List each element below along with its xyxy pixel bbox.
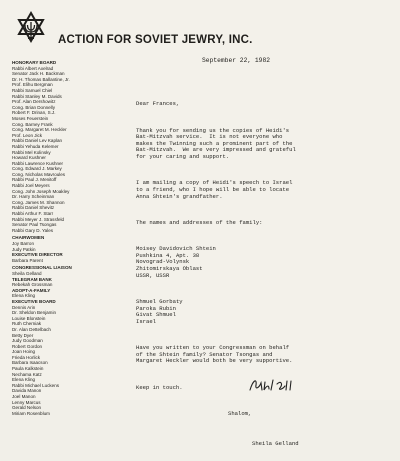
roster-name: Rebekah Grossman bbox=[12, 282, 53, 288]
roster-name: Prof. Alan Dershowitz bbox=[12, 99, 56, 105]
roster-heading: CHAIRWOMEN bbox=[12, 235, 45, 241]
roster-name: Robert F. Drinan, S.J. bbox=[12, 110, 56, 116]
roster-name: Howard Kushner bbox=[12, 155, 46, 161]
roster-name: Rabbi Daniel Lev Kaplan bbox=[12, 138, 63, 144]
roster-heading: EXECUTIVE DIRECTOR bbox=[12, 252, 63, 258]
roster-name: Frieda Horlick bbox=[12, 354, 41, 360]
roster-name: Rabbi Meyer J. Strassfeld bbox=[12, 216, 65, 222]
roster-name: Robert Gordon bbox=[12, 343, 43, 349]
address-israel: Shmuel Gorbaty Paroka Rubin Givat Shmuel Israel bbox=[136, 298, 183, 325]
roster-name: Elena Kling bbox=[12, 293, 36, 299]
signer-name: Sheila Gelland bbox=[252, 439, 299, 447]
roster-name: Elena Kling bbox=[12, 377, 36, 383]
roster-name: Dr. Harry Scheinman bbox=[12, 194, 55, 200]
roster-name: Judy Goodman bbox=[12, 338, 43, 344]
roster-name: Rabbi Daniel Shevitz bbox=[12, 205, 55, 211]
address-ussr: Moisey Davidovich Shtein Pushkina 4, Apt. 38 Novograd-Volynsk Zhitomirskaya Oblast USSR, USSR bbox=[136, 245, 216, 279]
roster-name: Joan Hoing bbox=[12, 349, 36, 355]
roster-name: Cong. Brian Donnelly bbox=[12, 104, 55, 110]
roster-name: Davida Manon bbox=[12, 388, 42, 394]
roster-name: Louise Blonstein bbox=[12, 315, 46, 321]
roster-name: Barbara Parent bbox=[12, 257, 43, 263]
roster-name: Ruth Cherniak bbox=[12, 321, 42, 327]
closing: Shalom, bbox=[228, 410, 252, 418]
roster-name: Dennis Arin bbox=[12, 304, 36, 310]
roster-name: Dr. Sheldon Benjamin bbox=[12, 310, 56, 316]
roster-name: Rabbi Joel Meyers bbox=[12, 183, 50, 189]
roster-name: Rabbi Michael Luckens bbox=[12, 382, 60, 388]
roster-name: Rabbi Albert Axelrad bbox=[12, 65, 54, 71]
paragraph-keep-in-touch: Keep in touch. bbox=[136, 383, 183, 391]
letter-date: September 22, 1982 bbox=[202, 57, 271, 64]
roster-name: Cong. John Joseph Moakley bbox=[12, 188, 70, 194]
roster-name: Barbara Isaacson bbox=[12, 360, 48, 366]
roster-name: Miriam Rosenblum bbox=[12, 410, 50, 416]
roster-name: Rabbi Arthur F. Starr bbox=[12, 211, 54, 217]
roster-name: Lenny Marcus bbox=[12, 399, 41, 405]
roster-name: Rabbi Gary D. Yales bbox=[12, 227, 54, 233]
roster-heading: ADOPT-A-FAMILY bbox=[12, 287, 51, 293]
salutation: Dear Frances, bbox=[136, 100, 180, 108]
roster-name: Senator Paul Tsongas bbox=[12, 222, 57, 228]
roster-name: Nechama Katz bbox=[12, 371, 42, 377]
roster-name: Judy Patkin bbox=[12, 246, 36, 252]
letter-body bbox=[136, 88, 398, 461]
handwritten-signature bbox=[247, 376, 297, 394]
board-roster bbox=[12, 60, 124, 416]
roster-name: Rabbi Mel Kolinsky bbox=[12, 149, 51, 155]
roster-heading: HONORARY BOARD bbox=[12, 60, 57, 65]
roster-name: Rabbi Lawrence Kushner bbox=[12, 160, 64, 166]
roster-heading: TELEGRAM BANK bbox=[12, 276, 52, 282]
roster-name: Betty Dyer bbox=[12, 332, 34, 338]
roster-name: Cong. Barney Frank bbox=[12, 121, 53, 127]
roster-name: Dr. Alan Dettelbach bbox=[12, 326, 51, 332]
roster-name: Rabbi Samuel Chiel bbox=[12, 87, 53, 93]
paragraph-congressman: Have you written to your Congressman on behalf of the Shtein family? Senator Tsongas and Margaret Heckler would both be very supportive. bbox=[136, 344, 293, 365]
roster-name: Moses Feuerstein bbox=[12, 115, 49, 121]
roster-name: Rabbi Stanley M. Davids bbox=[12, 93, 62, 99]
roster-name: Sheila Gelland bbox=[12, 270, 42, 276]
roster-name: Cong. Edward J. Markey bbox=[12, 166, 62, 172]
roster-name: Rabbi Yehuda Kelemer bbox=[12, 143, 59, 149]
roster-name: Senator Jack H. Backman bbox=[12, 71, 65, 77]
paragraph-family-intro: The names and addresses of the family: bbox=[136, 218, 263, 226]
roster-name: Joel Manon bbox=[12, 394, 36, 400]
star-of-david-with-menorah-icon bbox=[14, 10, 48, 48]
roster-name: Cong. James M. Shannon bbox=[12, 199, 65, 205]
paragraph-mailing: I am mailing a copy of Heidi's speech to Israel to a friend, who I hope will be able to locate Anna Shtein's grandfather. bbox=[136, 179, 293, 200]
roster-name: Cong. Margaret M. Heckler bbox=[12, 127, 67, 133]
roster-name: Paula Kalkstein bbox=[12, 366, 44, 372]
paragraph-thanks: Thank you for sending us the copies of Heidi's Bat-Mitzvah service. It is not everyone who makes the Twinning such a prominent part of the Bat-Mitzvah. We are very impressed and grateful for your caring and support. bbox=[136, 126, 296, 160]
roster-name: Prof. Leon Jick bbox=[12, 132, 43, 138]
roster-name: Joy Barron bbox=[12, 241, 34, 246]
roster-name: Dr. H. Thomas Ballantine, Jr. bbox=[12, 76, 70, 82]
roster-heading: EXECUTIVE BOARD bbox=[12, 298, 56, 304]
organization-name: ACTION FOR SOVIET JEWRY, INC. bbox=[58, 34, 253, 46]
roster-name: Prof. Elihu Bergman bbox=[12, 82, 53, 88]
roster-name: Gerald Nelson bbox=[12, 405, 42, 411]
roster-name: Rabbi Paul J. Menitoff bbox=[12, 177, 57, 183]
roster-name: Cong. Nicholas Mavroules bbox=[12, 171, 66, 177]
roster-heading: CONGRESSIONAL LIAISON bbox=[12, 265, 72, 271]
